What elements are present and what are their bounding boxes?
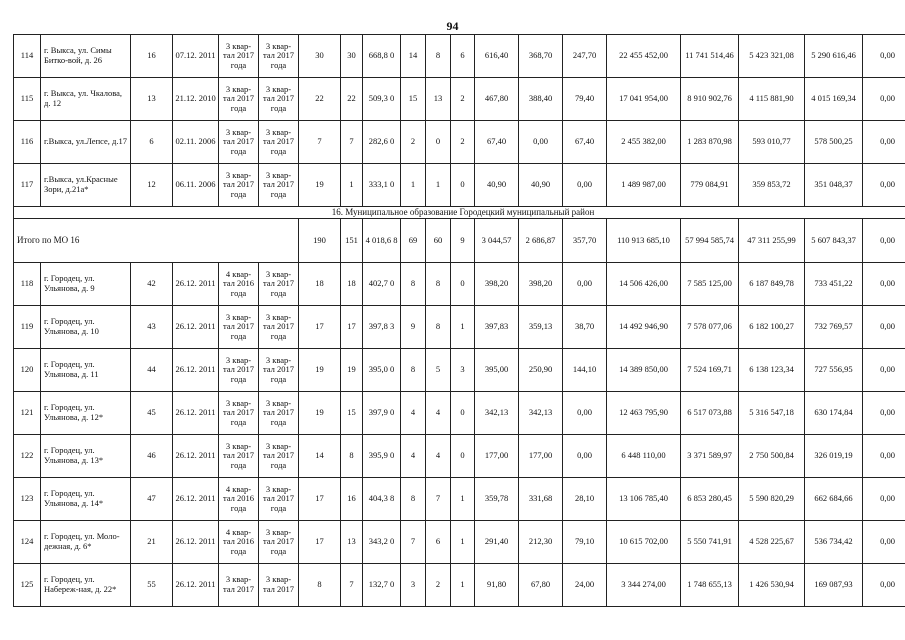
cell-m5: 0,00 [863,263,905,306]
cell-m3: 5 316 547,18 [739,392,805,435]
cell-r1: 4 [401,392,426,435]
cell-m2: 11 741 514,46 [681,35,739,78]
cell-n: 119 [14,306,41,349]
cell-v1: 67,40 [475,121,519,164]
cell-b: 22 [341,78,363,121]
cell-a: 17 [299,306,341,349]
cell-area: 404,3 8 [363,478,401,521]
cell-r1: 8 [401,349,426,392]
cell-m3: 593 010,77 [739,121,805,164]
total-b: 151 [341,219,363,263]
cell-q2: 3 квар-тал 2017 года [259,35,299,78]
cell-area: 132,7 0 [363,564,401,607]
cell-v2: 212,30 [519,521,563,564]
cell-q2: 3 квар-тал 2017 года [259,349,299,392]
cell-r3: 6 [451,35,475,78]
cell-r2: 4 [426,435,451,478]
cell-m4: 578 500,25 [805,121,863,164]
cell-r2: 6 [426,521,451,564]
total-r3: 9 [451,219,475,263]
cell-q1: 3 квар-тал 2017 года [219,78,259,121]
cell-m5: 0,00 [863,35,905,78]
cell-r2: 8 [426,306,451,349]
cell-b: 13 [341,521,363,564]
cell-v2: 40,90 [519,164,563,207]
cell-m1: 14 506 426,00 [607,263,681,306]
cell-r2: 8 [426,35,451,78]
cell-area: 282,6 0 [363,121,401,164]
cell-b: 17 [341,306,363,349]
cell-m5: 0,00 [863,392,905,435]
cell-date: 26.12. 2011 [173,349,219,392]
cell-v1: 616,40 [475,35,519,78]
cell-n: 122 [14,435,41,478]
cell-m5: 0,00 [863,521,905,564]
cell-r2: 7 [426,478,451,521]
total-m4: 5 607 843,37 [805,219,863,263]
cell-addr: г. Городец, ул. Моло-дежная, д. 6* [41,521,131,564]
total-row [14,219,905,263]
table-row [14,435,905,478]
cell-m5: 0,00 [863,121,905,164]
cell-v1: 177,00 [475,435,519,478]
cell-m4: 733 451,22 [805,263,863,306]
cell-m5: 0,00 [863,306,905,349]
cell-m3: 5 423 321,08 [739,35,805,78]
cell-r3: 0 [451,435,475,478]
cell-r1: 3 [401,564,426,607]
cell-m5: 0,00 [863,78,905,121]
cell-m4: 351 048,37 [805,164,863,207]
cell-m4: 169 087,93 [805,564,863,607]
cell-a: 17 [299,478,341,521]
cell-date: 07.12. 2011 [173,35,219,78]
cell-m4: 4 015 169,34 [805,78,863,121]
cell-r2: 5 [426,349,451,392]
cell-v3: 144,10 [563,349,607,392]
cell-area: 333,1 0 [363,164,401,207]
cell-m1: 6 448 110,00 [607,435,681,478]
cell-n: 123 [14,478,41,521]
cell-n: 118 [14,263,41,306]
cell-q1: 3 квар-тал 2017 года [219,35,259,78]
cell-addr: г. Городец, ул. Ульянова, д. 12* [41,392,131,435]
cell-m2: 5 550 741,91 [681,521,739,564]
cell-q1: 3 квар-тал 2017 года [219,392,259,435]
cell-date: 26.12. 2011 [173,263,219,306]
cell-q2: 3 квар-тал 2017 года [259,263,299,306]
cell-r1: 1 [401,164,426,207]
cell-a: 19 [299,392,341,435]
cell-v1: 397,83 [475,306,519,349]
cell-date: 26.12. 2011 [173,435,219,478]
table-row [14,392,905,435]
cell-v3: 79,10 [563,521,607,564]
cell-n: 125 [14,564,41,607]
cell-q1: 3 квар-тал 2017 года [219,435,259,478]
cell-b: 8 [341,435,363,478]
cell-c3: 45 [131,392,173,435]
housing-table [13,34,905,607]
cell-q1: 4 квар-тал 2016 года [219,521,259,564]
cell-m4: 630 174,84 [805,392,863,435]
cell-q1: 3 квар-тал 2017 [219,564,259,607]
cell-m1: 14 389 850,00 [607,349,681,392]
cell-v3: 0,00 [563,263,607,306]
cell-date: 26.12. 2011 [173,564,219,607]
cell-v1: 40,90 [475,164,519,207]
cell-r3: 2 [451,121,475,164]
cell-m2: 7 524 169,71 [681,349,739,392]
cell-q1: 3 квар-тал 2017 года [219,121,259,164]
cell-v3: 79,40 [563,78,607,121]
cell-v2: 342,13 [519,392,563,435]
cell-m3: 2 750 500,84 [739,435,805,478]
table-row [14,263,905,306]
cell-a: 17 [299,521,341,564]
cell-c3: 43 [131,306,173,349]
cell-m4: 326 019,19 [805,435,863,478]
cell-date: 02.11. 2006 [173,121,219,164]
cell-b: 7 [341,121,363,164]
cell-addr: г. Городец, ул. Ульянова, д. 9 [41,263,131,306]
cell-m5: 0,00 [863,478,905,521]
cell-v2: 398,20 [519,263,563,306]
cell-m5: 0,00 [863,435,905,478]
cell-m3: 6 182 100,27 [739,306,805,349]
cell-b: 15 [341,392,363,435]
cell-n: 124 [14,521,41,564]
cell-m2: 7 578 077,06 [681,306,739,349]
cell-q1: 4 квар-тал 2016 года [219,478,259,521]
cell-a: 14 [299,435,341,478]
table-row [14,121,905,164]
cell-r1: 9 [401,306,426,349]
cell-area: 343,2 0 [363,521,401,564]
cell-a: 7 [299,121,341,164]
cell-addr: г. Городец, ул. Ульянова, д. 10 [41,306,131,349]
cell-c3: 16 [131,35,173,78]
cell-c3: 47 [131,478,173,521]
cell-m1: 3 344 274,00 [607,564,681,607]
cell-v3: 0,00 [563,435,607,478]
cell-v3: 0,00 [563,392,607,435]
cell-q2: 3 квар-тал 2017 [259,564,299,607]
cell-v1: 342,13 [475,392,519,435]
cell-a: 8 [299,564,341,607]
table-row [14,478,905,521]
total-r1: 69 [401,219,426,263]
cell-area: 509,3 0 [363,78,401,121]
cell-area: 395,0 0 [363,349,401,392]
cell-b: 30 [341,35,363,78]
cell-m1: 14 492 946,90 [607,306,681,349]
cell-v2: 67,80 [519,564,563,607]
cell-m1: 22 455 452,00 [607,35,681,78]
cell-q1: 4 квар-тал 2016 года [219,263,259,306]
cell-r3: 1 [451,521,475,564]
cell-c3: 13 [131,78,173,121]
cell-q2: 3 квар-тал 2017 года [259,78,299,121]
cell-v1: 395,00 [475,349,519,392]
cell-r1: 2 [401,121,426,164]
cell-r2: 1 [426,164,451,207]
cell-m4: 5 290 616,46 [805,35,863,78]
cell-area: 397,8 3 [363,306,401,349]
cell-c3: 42 [131,263,173,306]
cell-b: 19 [341,349,363,392]
cell-addr: г. Выкса, ул. Симы Битко-вой, д. 26 [41,35,131,78]
cell-v1: 291,40 [475,521,519,564]
cell-a: 19 [299,164,341,207]
cell-v3: 67,40 [563,121,607,164]
cell-n: 121 [14,392,41,435]
cell-r2: 13 [426,78,451,121]
cell-area: 397,9 0 [363,392,401,435]
cell-q2: 3 квар-тал 2017 года [259,478,299,521]
cell-v1: 398,20 [475,263,519,306]
cell-r3: 1 [451,564,475,607]
cell-addr: г. Городец, ул. Ульянова, д. 13* [41,435,131,478]
table-row [14,35,905,78]
cell-date: 21.12. 2010 [173,78,219,121]
cell-m1: 17 041 954,00 [607,78,681,121]
cell-m2: 6 517 073,88 [681,392,739,435]
cell-area: 402,7 0 [363,263,401,306]
table-row [14,164,905,207]
cell-v2: 250,90 [519,349,563,392]
cell-date: 26.12. 2011 [173,478,219,521]
cell-m5: 0,00 [863,349,905,392]
cell-c3: 12 [131,164,173,207]
cell-r3: 1 [451,478,475,521]
cell-v2: 177,00 [519,435,563,478]
cell-n: 114 [14,35,41,78]
total-m2: 57 994 585,74 [681,219,739,263]
cell-q1: 3 квар-тал 2017 года [219,164,259,207]
cell-v3: 247,70 [563,35,607,78]
cell-r2: 8 [426,263,451,306]
cell-date: 06.11. 2006 [173,164,219,207]
cell-area: 668,8 0 [363,35,401,78]
cell-m4: 732 769,57 [805,306,863,349]
cell-q2: 3 квар-тал 2017 года [259,521,299,564]
cell-m2: 8 910 902,76 [681,78,739,121]
total-v3: 357,70 [563,219,607,263]
cell-m3: 5 590 820,29 [739,478,805,521]
section-title: 16. Муниципальное образование Городецкий муниципальный район [14,207,905,219]
cell-m3: 6 187 849,78 [739,263,805,306]
table-row [14,306,905,349]
cell-r1: 8 [401,478,426,521]
cell-m2: 6 853 280,45 [681,478,739,521]
cell-r3: 0 [451,164,475,207]
cell-addr: г. Выкса, ул. Чкалова, д. 12 [41,78,131,121]
cell-a: 19 [299,349,341,392]
cell-m5: 0,00 [863,164,905,207]
cell-q2: 3 квар-тал 2017 года [259,121,299,164]
cell-v2: 0,00 [519,121,563,164]
cell-v3: 28,10 [563,478,607,521]
cell-addr: г.Выкса, ул.Лепсе, д.17 [41,121,131,164]
cell-r1: 7 [401,521,426,564]
cell-r2: 4 [426,392,451,435]
cell-v1: 91,80 [475,564,519,607]
cell-m4: 727 556,95 [805,349,863,392]
cell-addr: г.Выкса, ул.Красные Зори, д.21а* [41,164,131,207]
cell-n: 116 [14,121,41,164]
cell-v1: 467,80 [475,78,519,121]
cell-r3: 3 [451,349,475,392]
cell-b: 1 [341,164,363,207]
cell-r1: 4 [401,435,426,478]
cell-v2: 388,40 [519,78,563,121]
cell-m5: 0,00 [863,564,905,607]
cell-v1: 359,78 [475,478,519,521]
cell-m1: 1 489 987,00 [607,164,681,207]
cell-n: 115 [14,78,41,121]
cell-q2: 3 квар-тал 2017 года [259,164,299,207]
cell-area: 395,9 0 [363,435,401,478]
cell-r1: 8 [401,263,426,306]
cell-m2: 779 084,91 [681,164,739,207]
total-m5: 0,00 [863,219,905,263]
cell-v3: 24,00 [563,564,607,607]
table-row [14,521,905,564]
cell-v3: 38,70 [563,306,607,349]
cell-v2: 359,13 [519,306,563,349]
cell-m4: 662 684,66 [805,478,863,521]
cell-m1: 13 106 785,40 [607,478,681,521]
cell-addr: г. Городец, ул. Ульянова, д. 14* [41,478,131,521]
cell-a: 18 [299,263,341,306]
section-row [14,207,905,219]
cell-q2: 3 квар-тал 2017 года [259,306,299,349]
cell-n: 117 [14,164,41,207]
total-v2: 2 686,87 [519,219,563,263]
cell-v2: 331,68 [519,478,563,521]
cell-v3: 0,00 [563,164,607,207]
cell-r1: 15 [401,78,426,121]
total-label: Итого по МО 16 [14,219,299,263]
cell-m1: 2 455 382,00 [607,121,681,164]
cell-date: 26.12. 2011 [173,306,219,349]
cell-addr: г. Городец, ул. Ульянова, д. 11 [41,349,131,392]
cell-m1: 10 615 702,00 [607,521,681,564]
cell-r2: 2 [426,564,451,607]
cell-c3: 44 [131,349,173,392]
cell-m3: 6 138 123,34 [739,349,805,392]
cell-m2: 1 283 870,98 [681,121,739,164]
cell-b: 7 [341,564,363,607]
cell-a: 22 [299,78,341,121]
cell-c3: 55 [131,564,173,607]
cell-addr: г. Городец, ул. Набереж-ная, д. 22* [41,564,131,607]
total-m3: 47 311 255,99 [739,219,805,263]
cell-date: 26.12. 2011 [173,392,219,435]
cell-r3: 2 [451,78,475,121]
table-row [14,564,905,607]
cell-m2: 3 371 589,97 [681,435,739,478]
total-v1: 3 044,57 [475,219,519,263]
cell-q1: 3 квар-тал 2017 года [219,349,259,392]
cell-q1: 3 квар-тал 2017 года [219,306,259,349]
cell-r3: 0 [451,263,475,306]
cell-m2: 7 585 125,00 [681,263,739,306]
table-row [14,78,905,121]
cell-m2: 1 748 655,13 [681,564,739,607]
cell-q2: 3 квар-тал 2017 года [259,435,299,478]
cell-c3: 6 [131,121,173,164]
total-m1: 110 913 685,10 [607,219,681,263]
cell-q2: 3 квар-тал 2017 года [259,392,299,435]
cell-m3: 359 853,72 [739,164,805,207]
cell-m3: 4 115 881,90 [739,78,805,121]
cell-r3: 0 [451,392,475,435]
total-r2: 60 [426,219,451,263]
cell-v2: 368,70 [519,35,563,78]
cell-r1: 14 [401,35,426,78]
page-number: 94 [446,19,459,33]
cell-b: 16 [341,478,363,521]
cell-m1: 12 463 795,90 [607,392,681,435]
cell-b: 18 [341,263,363,306]
cell-m3: 4 528 225,67 [739,521,805,564]
cell-m4: 536 734,42 [805,521,863,564]
cell-n: 120 [14,349,41,392]
cell-date: 26.12. 2011 [173,521,219,564]
cell-r2: 0 [426,121,451,164]
total-a: 190 [299,219,341,263]
table-row [14,349,905,392]
cell-a: 30 [299,35,341,78]
cell-m3: 1 426 530,94 [739,564,805,607]
cell-r3: 1 [451,306,475,349]
cell-c3: 46 [131,435,173,478]
total-area: 4 018,6 8 [363,219,401,263]
cell-c3: 21 [131,521,173,564]
